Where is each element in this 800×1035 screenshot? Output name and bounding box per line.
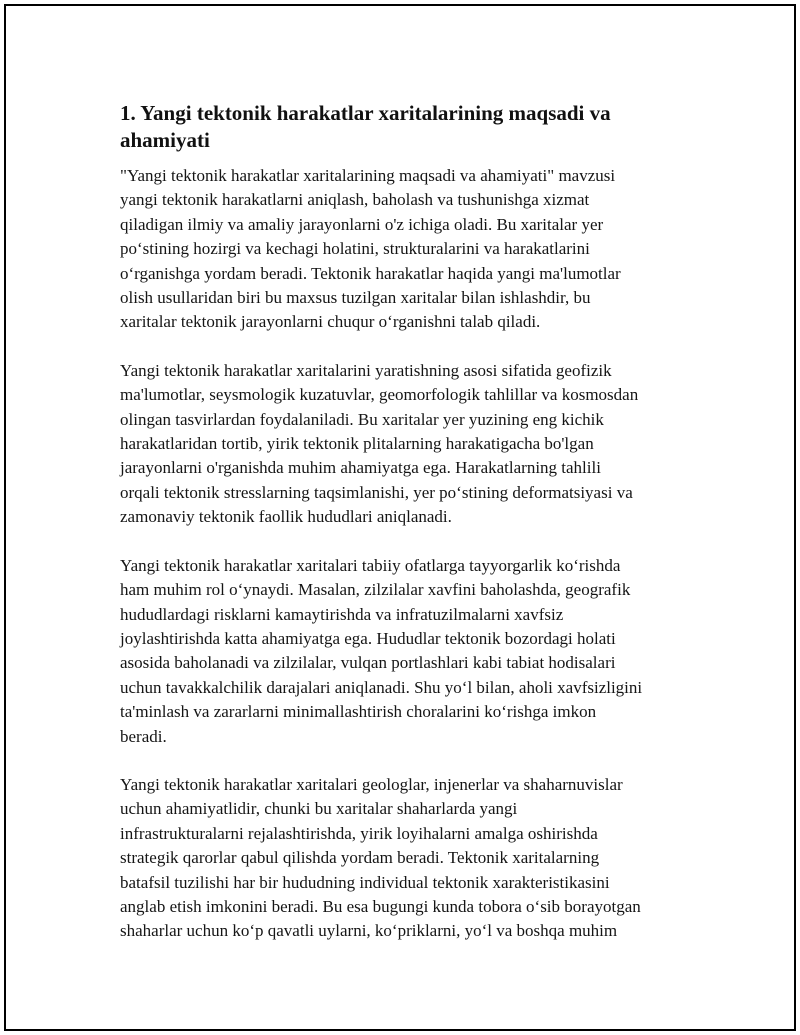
paragraph-4: Yangi tektonik harakatlar xaritalari geologlar, injenerlar va shaharnuvislar uchun ahamiyatlidir, chunki bu xaritalar shaharlarda yangi infrastrukturalarni rejalashtirishda, yirik loyihalarni amalga oshirishda strategik qarorlar qabul qilishda yordam beradi. Tektonik xaritalarning batafsil tuzilishi har bir hududning individual tektonik xarakteristikasini anglab etish imkonini beradi. Bu esa bugungi kunda tobora o‘sib borayotgan shaharlar uchun ko‘p qavatli uylarni, ko‘priklarni, yo‘l va boshqa muhim xyxy=(120,774,641,941)
document-page xyxy=(4,4,796,1031)
paragraph-1: "Yangi tektonik harakatlar xaritalarining maqsadi va ahamiyati" mavzusi yangi tektonik harakatlarni aniqlash, baholash va tushunishga xizmat qiladigan ilmiy va amaliy jarayonlarni o'z ichiga oladi. Bu xaritalar yer po‘stining hozirgi va kechagi holatini, strukturalarini va harakatlarini o‘rganishga yordam beradi. Tektonik harakatlar haqida yangi ma'lumotlar olish usullaridan biri bu maxsus tuzilgan xaritalar bilan ishlashdir, bu xaritalar tektonik jarayonlarni chuqur o‘rganishni talab qiladi. xyxy=(120,166,621,332)
paragraph-3: Yangi tektonik harakatlar xaritalari tabiiy ofatlarga tayyorgarlik ko‘rishda ham muhim rol o‘ynaydi. Masalan, zilzilalar xavfini baholashda, geografik hududlardagi risklarni kamaytirishda va infratuzilmalarni xavfsiz joylashtirishda katta ahamiyatga ega. Hududlar tektonik bozordagi holati asosida baholanadi va zilzilalar, vulqan portlashlari kabi tabiat hodisalari uchun tavakkalchilik darajalari aniqlanadi. Shu yo‘l bilan, aholi xavfsizligini ta'minlash va zararlarni minimallashtirish choralarini ko‘rishga imkon beradi. xyxy=(120,555,643,746)
document-content xyxy=(120,100,690,968)
paragraph-2: Yangi tektonik harakatlar xaritalarini yaratishning asosi sifatida geofizik ma'lumotlar, seysmologik kuzatuvlar, geomorfologik tahlillar va kosmosdan olingan tasvirlardan foydalaniladi. Bu xaritalar yer yuzining eng kichik harakatlaridan tortib, yirik tektonik plitalarning harakatigacha bo'lgan jarayonlarni o'rganishda muhim ahamiyatga ega. Harakatlarning tahlili orqali tektonik stresslarning taqsimlanishi, yer po‘stining deformatsiyasi va zamonaviy tektonik faollik hududlari aniqlanadi. xyxy=(120,360,639,527)
section-heading: 1. Yangi tektonik harakatlar xaritalarining maqsadi va ahamiyati xyxy=(120,101,611,152)
